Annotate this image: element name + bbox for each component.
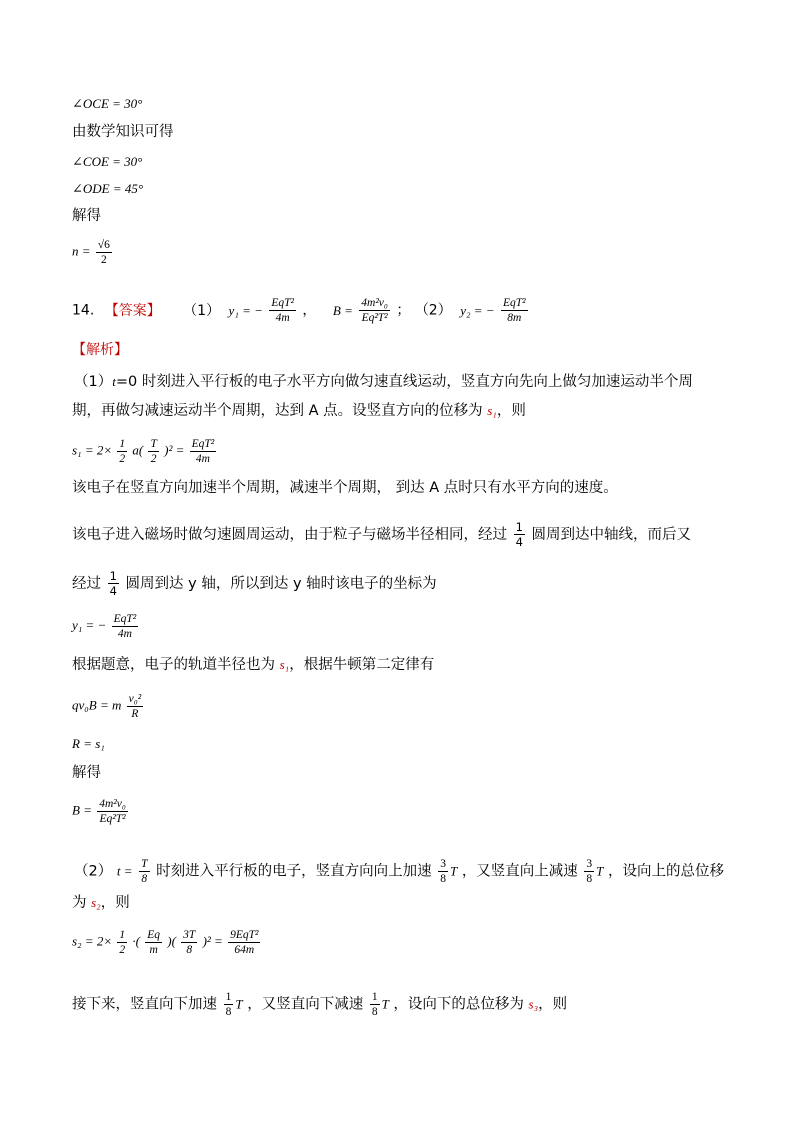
analysis-line-1 bbox=[74, 373, 693, 391]
answer-B-fraction bbox=[359, 296, 390, 325]
part2-T2: T bbox=[596, 863, 604, 879]
answer-sep2: ； bbox=[396, 302, 411, 319]
s1-frac-result bbox=[190, 437, 217, 466]
part2-frac-18-2 bbox=[370, 990, 380, 1019]
analysis-line-6-pre: 根据题意，电子的轨道半径也为 bbox=[72, 657, 275, 673]
quarter-fraction-2 bbox=[108, 569, 119, 598]
analysis-t-var: t bbox=[112, 374, 116, 389]
equation-n bbox=[72, 238, 114, 267]
B-num: 4m²v₀ bbox=[99, 798, 126, 810]
s1-frac-t2-num: T bbox=[150, 438, 157, 450]
s1-frac-t2-den: 2 bbox=[150, 453, 157, 465]
s2-frac-half bbox=[117, 928, 127, 957]
part2-t-den: 8 bbox=[141, 873, 148, 885]
part2-frac-38-2-num: 3 bbox=[586, 858, 593, 870]
part2-frac-18-1 bbox=[224, 990, 234, 1019]
part2-t-eq: t = bbox=[116, 863, 133, 879]
n-lhs: n = bbox=[72, 243, 91, 259]
newton-fraction bbox=[127, 692, 144, 721]
analysis-line-5-pre: 经过 bbox=[72, 576, 101, 592]
answer-line bbox=[72, 296, 530, 325]
answer-B-num: 4m²v₀ bbox=[361, 297, 388, 309]
text-solve-2: 解得 bbox=[72, 765, 101, 781]
analysis-line-6-post: ，根据牛顿第二定律有 bbox=[289, 657, 435, 673]
question-number: 14. bbox=[72, 302, 95, 319]
answer-sep1: ， bbox=[302, 302, 317, 319]
analysis-line-2-end: ，则 bbox=[496, 403, 526, 419]
analysis-part2-line-2 bbox=[72, 894, 130, 912]
newton-den: R bbox=[131, 708, 139, 720]
part2-s2-var: s₂ bbox=[91, 895, 101, 910]
equation-B bbox=[72, 797, 130, 826]
y1-den: 4m bbox=[117, 628, 132, 640]
analysis-line-4-post: 圆周到达中轴线，而后又 bbox=[531, 527, 692, 543]
part2-line-3-T2: T bbox=[381, 996, 389, 1012]
s2-frac-eqm bbox=[145, 928, 162, 957]
B-den: Eq²T² bbox=[99, 813, 126, 825]
part2-line-1-c: ，设向上的总位移 bbox=[608, 863, 725, 880]
s2-frac-half-den: 2 bbox=[119, 944, 126, 956]
analysis-line-6 bbox=[72, 656, 434, 674]
answer-tag: 【答案】 bbox=[104, 302, 161, 319]
s2-frac-eqm-den: m bbox=[149, 944, 158, 956]
s1-frac-half-den: 2 bbox=[119, 453, 126, 465]
s2-frac-result bbox=[228, 928, 260, 957]
part2-line-1-b: ，又竖直向上减速 bbox=[461, 863, 578, 880]
s1-frac-result-den: 4m bbox=[195, 453, 210, 465]
answer-y1-lhs: y₁ = − bbox=[228, 302, 263, 318]
s2-mid2: )² = bbox=[202, 933, 223, 949]
analysis-line-2 bbox=[72, 402, 526, 420]
quarter-1-den: 4 bbox=[515, 535, 523, 549]
text-math-knowledge: 由数学知识可得 bbox=[72, 124, 174, 140]
answer-y2-lhs: y₂ = − bbox=[460, 302, 495, 318]
equation-angle-oce: ∠OCE = 30° bbox=[72, 96, 143, 111]
quarter-1-num: 1 bbox=[515, 520, 523, 534]
answer-B-den: Eq²T² bbox=[361, 312, 388, 324]
analysis-part2-line-1 bbox=[74, 857, 724, 886]
part2-line-2-pre: 为 bbox=[72, 895, 87, 911]
answer-part2: （2） bbox=[414, 302, 452, 319]
analysis-line-3: 该电子在竖直方向加速半个周期，减速半个周期， 到达 A 点时只有水平方向的速度。 bbox=[72, 480, 618, 496]
equation-angle-coe: ∠COE = 30° bbox=[72, 154, 143, 169]
part2-line-3-T1: T bbox=[235, 996, 243, 1012]
answer-y2-fraction bbox=[501, 296, 528, 325]
quarter-2-num: 1 bbox=[109, 569, 117, 583]
part2-frac-38-2-den: 8 bbox=[586, 873, 593, 885]
part2-T1: T bbox=[449, 863, 458, 879]
answer-part1: （1） bbox=[183, 302, 221, 319]
B-lhs: B = bbox=[72, 802, 92, 818]
part2-frac-18-1-den: 8 bbox=[225, 1006, 232, 1018]
s2-dot: ·( bbox=[132, 933, 140, 949]
s1-frac-result-num: EqT² bbox=[191, 438, 215, 450]
part2-label: （2） bbox=[74, 863, 113, 880]
quarter-2-den: 4 bbox=[109, 584, 117, 598]
part2-line-3-end: ，则 bbox=[538, 996, 568, 1013]
n-denominator: 2 bbox=[100, 254, 107, 266]
analysis-tag: 【解析】 bbox=[72, 342, 128, 358]
answer-y1-fraction bbox=[269, 296, 296, 325]
equation-s1 bbox=[72, 437, 218, 466]
y1-lhs: y₁ = − bbox=[72, 617, 107, 633]
quarter-fraction-1 bbox=[514, 520, 525, 549]
analysis-line-1-text: =0 时刻进入平行板的电子水平方向做匀速直线运动，竖直方向先向上做匀加速运动半个周 bbox=[115, 374, 693, 390]
B-fraction bbox=[97, 797, 128, 826]
part2-line-1-a: 时刻进入平行板的电子，竖直方向向上加速 bbox=[156, 863, 432, 880]
analysis-line-2-text: 期，再做匀减速运动半个周期，达到 A 点。设竖直方向的位移为 bbox=[72, 403, 483, 419]
s2-frac-3t8-den: 8 bbox=[186, 944, 193, 956]
s1-lhs: s₁ = 2× bbox=[72, 442, 113, 458]
s2-frac-result-num: 9EqT² bbox=[230, 929, 259, 941]
equation-newton bbox=[72, 692, 145, 721]
part2-t-fraction bbox=[139, 857, 149, 886]
s1-mid: a( bbox=[132, 442, 144, 458]
analysis-part1-label: （1） bbox=[74, 374, 113, 390]
part2-s3-var: s₃ bbox=[528, 996, 539, 1012]
s2-frac-3t8 bbox=[181, 928, 197, 957]
newton-lhs: qv₀B = m bbox=[72, 697, 122, 713]
y1-num: EqT² bbox=[113, 613, 137, 625]
part2-frac-38-1 bbox=[438, 857, 448, 886]
n-numerator: √6 bbox=[97, 239, 110, 251]
answer-y2-den: 8m bbox=[507, 312, 522, 324]
s2-frac-half-num: 1 bbox=[119, 929, 126, 941]
answer-y2-num: EqT² bbox=[502, 297, 526, 309]
part2-line-3-mid: ，又竖直向下减速 bbox=[247, 996, 364, 1013]
s1-frac-half-num: 1 bbox=[119, 438, 126, 450]
answer-y1-num: EqT² bbox=[271, 297, 294, 309]
s2-frac-result-den: 64m bbox=[234, 944, 255, 956]
part2-frac-38-2 bbox=[584, 857, 594, 886]
part2-frac-18-2-den: 8 bbox=[371, 1006, 378, 1018]
analysis-line-6-s1: s₁ bbox=[279, 657, 290, 672]
s2-lhs: s₂ = 2× bbox=[72, 933, 113, 949]
part2-line-2-end: ，则 bbox=[100, 895, 130, 911]
y1-fraction bbox=[112, 612, 139, 641]
equation-s2 bbox=[72, 928, 262, 957]
analysis-s1-var: s₁ bbox=[487, 403, 497, 418]
part2-t-num: T bbox=[141, 858, 148, 870]
analysis-line-4 bbox=[72, 520, 691, 549]
s2-mid: )( bbox=[167, 933, 176, 949]
equation-R: R = s₁ bbox=[72, 736, 105, 751]
s2-frac-3t8-num: 3T bbox=[183, 929, 196, 941]
part2-frac-18-2-num: 1 bbox=[371, 991, 378, 1003]
part2-frac-38-1-den: 8 bbox=[440, 873, 446, 885]
text-solve: 解得 bbox=[72, 208, 101, 224]
s2-frac-eqm-num: Eq bbox=[147, 929, 160, 941]
analysis-part2-line-3 bbox=[72, 990, 567, 1019]
s1-frac-t2 bbox=[148, 437, 158, 466]
part2-frac-18-1-num: 1 bbox=[225, 991, 232, 1003]
part2-line-3-pre: 接下来，竖直向下加速 bbox=[72, 996, 217, 1013]
part2-frac-38-1-num: 3 bbox=[440, 858, 446, 870]
s1-frac-half bbox=[117, 437, 127, 466]
s1-mid2: )² = bbox=[164, 442, 185, 458]
answer-B-lhs: B = bbox=[332, 302, 353, 318]
analysis-line-4-pre: 该电子进入磁场时做匀速圆周运动，由于粒子与磁场半径相同，经过 bbox=[72, 527, 507, 543]
part2-line-3-post: ，设向下的总位移为 bbox=[393, 996, 524, 1013]
analysis-line-5 bbox=[72, 569, 437, 598]
n-fraction bbox=[96, 238, 112, 267]
newton-num: v₀² bbox=[128, 693, 142, 705]
analysis-line-5-post: 圆周到达 y 轴，所以到达 y 轴时该电子的坐标为 bbox=[125, 576, 437, 592]
answer-y1-den: 4m bbox=[275, 312, 290, 324]
equation-angle-ode: ∠ODE = 45° bbox=[72, 181, 144, 196]
equation-y1 bbox=[72, 612, 140, 641]
